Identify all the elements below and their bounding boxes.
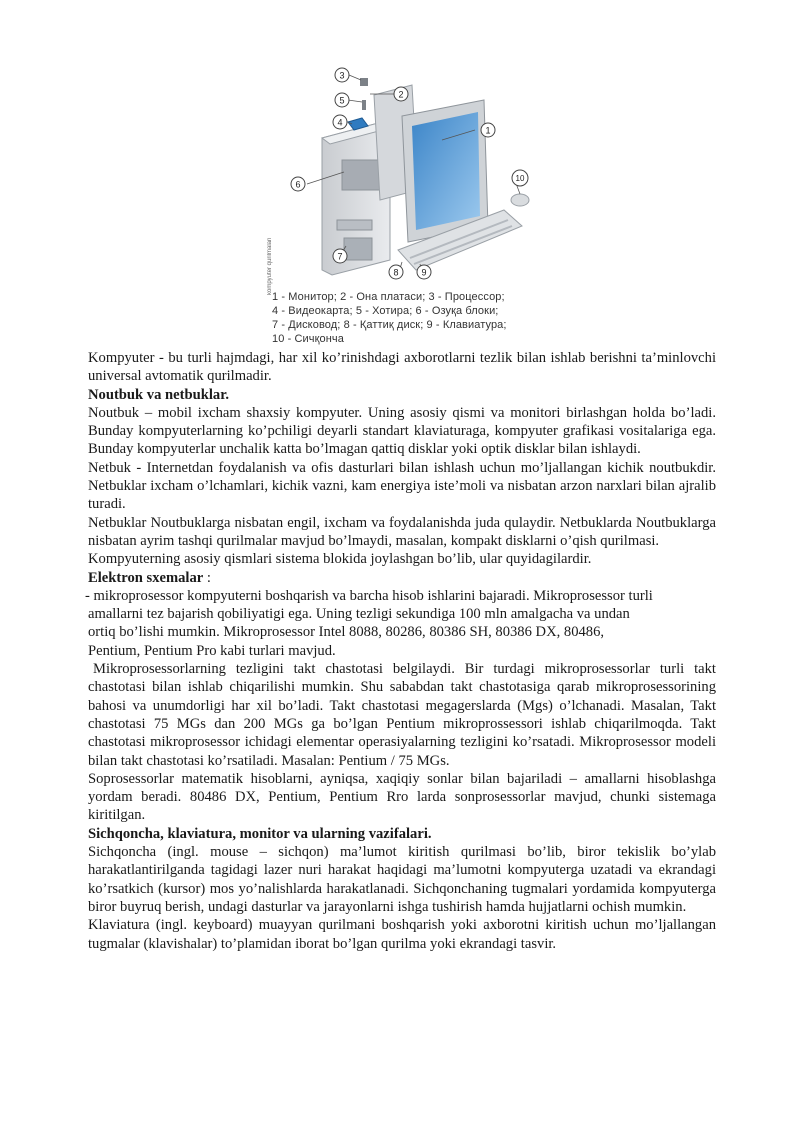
callout-3-label: 3 — [339, 70, 345, 81]
notebook-paragraph: Noutbuk – mobil ixcham shaxsiy kompyuter. Uning asosiy qismi va monitori birlashgan holda bo’ladi. Bunday kompyuterlarning ko’pchiligi deyarli standart klaviaturaga, kompyuter grafikasi vositalariga ega. Bunday kompyuterlar unchalik katta bo’lmagan qattiq disklar yoki optik disklar bilan ishlaydi. — [88, 404, 716, 458]
netbook-paragraph: Netbuk - Internetdan foydalanish va ofis dasturlari bilan ishlash uchun mo’ljallangan kichik noutbukdir. Netbuklar ixcham o’lchamlari, kichik vazni, kam energiya iste’moli va nisbatan arzon narxlari bilan ajralib turadi. — [88, 459, 716, 513]
figure-caption-line: 4 - Видеокарта; 5 - Хотира; 6 - Озуқа блоки; — [272, 305, 499, 317]
electronic-heading-suffix: : — [203, 569, 211, 586]
document-body — [85, 349, 716, 953]
power-supply — [342, 160, 382, 190]
electronic-heading-line — [88, 569, 716, 587]
hard-drive — [344, 238, 372, 260]
keyboard-paragraph: Klaviatura (ingl. keyboard) muayyan qurilmani boshqarish yoki axborotni kiritish uchun mo’ljallangan tugmalar (klavishalar) to’plamidan iborat bo’lgan qurilma yoki ekrandagi tasvir. — [88, 917, 716, 952]
coprocessor-paragraph: Soprosessorlar matematik hisoblarni, ayniqsa, xaqiqiy sonlar bilan bajariladi – amallarni hisoblashga yordam beradi. 80486 DX, Pentium, Pentium Rro larda sonprosessorlar mavjud, chunki sistemaga kiritilgan. — [88, 770, 716, 824]
figure-caption-line: 7 - Дисковод; 8 - Қаттиқ диск; 9 - Клавиатура; — [272, 319, 507, 331]
mouse-paragraph: Sichqoncha (ingl. mouse – sichqon) ma’lumot kiritish qurilmasi bo’lib, biror tekislik bo’ylab harakatlantirilganda tagidagi lazer nuri harakat haqidagi ma’lumotni kompyuterga uzatadi va ekrandagi ko’rsatkich (kursor) mos yo’nalishlarda harakatlanadi. Sichqonchaning tugmalari yordamida kompyuterga biror buyruq berish, undagi dasturlar va jarayonlarni ishga tushirish hamda hujjatlarni ochish mumkin. — [88, 844, 716, 915]
notebook-heading: Noutbuk va netbuklar. — [88, 386, 229, 403]
figure-caption-line: 1 - Монитор; 2 - Она платаси; 3 - Процессор; — [272, 291, 505, 303]
figure-caption-line: 10 - Сичқонча — [272, 333, 344, 345]
electronic-heading: Elektron sxemalar — [88, 569, 204, 586]
cpu-line: ortiq bo’lishi mumkin. Mikroprosessor Intel 8088, 80286, 80386 SH, 80386 DX, 80486, — [88, 624, 605, 641]
callout-2-label: 2 — [398, 89, 404, 100]
computer-components-figure — [262, 60, 537, 350]
callout-4-label: 4 — [337, 117, 343, 128]
clock-paragraph: Mikroprosessorlarning tezligini takt chastotasi belgilaydi. Bir turdagi mikroprosessorlar turli takt chastotasi bilan ishlab chiqarilishi mumkin. Shu sababdan takt chastotasiga qarab mikroprosessorining bahosi va unumdorligi har xil bo’ladi. Takt chastotasi megagerslarda (Mgs) o’lchanadi. Masalan, Takt chastotasi 75 MGs dan 200 MGs ga bo’lgan Pentium mikroprossessori ishlab chiqarilmoqda. Takt chastotasi mikroprosessor ichidagi elementar operasiyalarning tezligini ko’rsatadi. Mikroprosessor modeli bilan takt chastotasi ko’rsatiladi. Masalan: Pentium / 75 MGs. — [88, 661, 716, 769]
computer-illustration — [262, 60, 537, 290]
figure-vertical-label: kompyuter qurilmalari — [267, 237, 273, 295]
monitor-screen — [412, 112, 480, 230]
netbook-comparison-paragraph: Netbuklar Noutbuklarga nisbatan engil, ixcham va foydalanishda juda qulaydir. Netbuklarda Noutbuklarga nisbatan ayrim tashqi qurilmalar mavjud bo’lmaydi, masalan, kompakt disklarni o’qish qurilmasi. — [88, 514, 716, 549]
dvd-drive — [337, 220, 372, 230]
memory-part — [362, 100, 366, 110]
parts-paragraph: Kompyuterning asosiy qismlari sistema blokida joylashgan bo’lib, ular quyidagilardir. — [88, 551, 592, 568]
callout-9-label: 9 — [421, 267, 427, 278]
callout-1-label: 1 — [485, 125, 491, 136]
devices-heading: Sichqoncha, klaviatura, monitor va ularning vazifalari. — [88, 825, 432, 842]
processor-part — [360, 78, 368, 86]
intro-paragraph: Kompyuter - bu turli hajmdagi, har xil ko’rinishdagi axborotlarni tezlik bilan ishlab berishni ta’minlovchi universal avtomatik qurilmadir. — [88, 350, 716, 385]
callout-10-label: 10 — [515, 174, 525, 183]
cpu-line: amallarni tez bajarish qobiliyatigi ega. Uning tezligi sekundiga 100 mln amalgacha va undan — [88, 606, 630, 623]
cpu-line: - mikroprosessor kompyuterni boshqarish va barcha hisob ishlarini bajaradi. Mikroprosessor turli — [85, 587, 653, 604]
mouse — [511, 194, 529, 206]
callout-8-label: 8 — [393, 267, 399, 278]
cpu-line: Pentium, Pentium Pro kabi turlari mavjud. — [88, 642, 336, 659]
callout-6-label: 6 — [295, 179, 301, 190]
callout-7-label: 7 — [337, 251, 343, 262]
callout-5-label: 5 — [339, 95, 345, 106]
